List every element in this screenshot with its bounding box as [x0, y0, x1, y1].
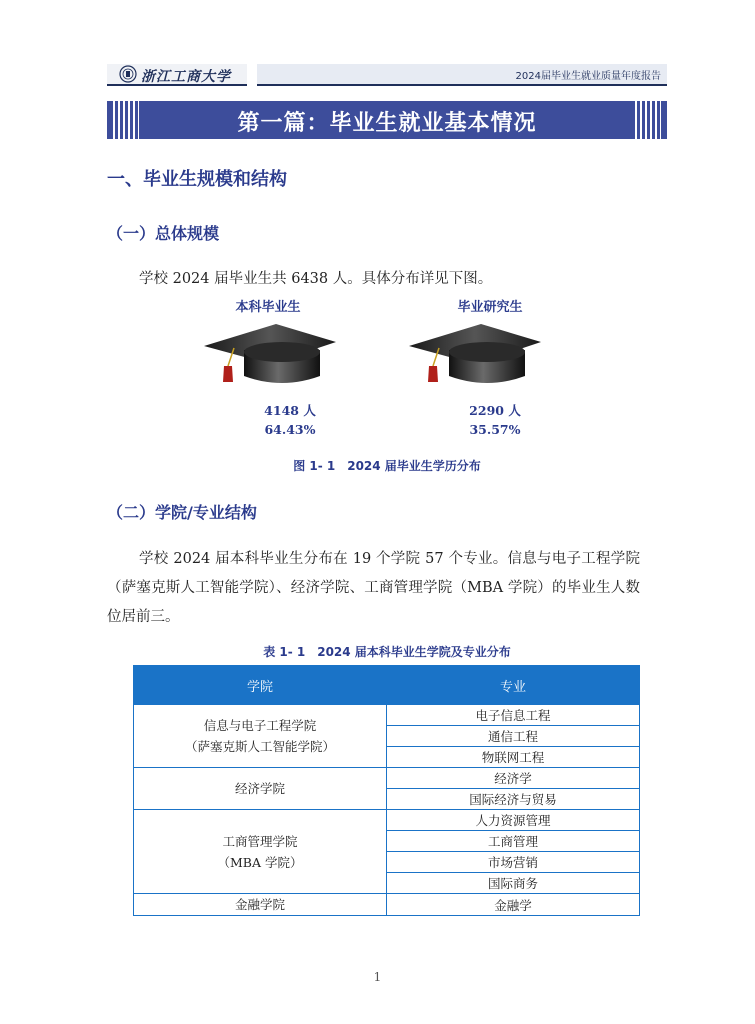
- postgrad-percent: 35.57%: [469, 422, 521, 437]
- college-subname: （萨塞克斯人工智能学院）: [184, 739, 335, 754]
- page-number: 1: [373, 970, 382, 984]
- undergrad-label: 本科毕业生: [235, 300, 301, 315]
- header-school-name: 浙江工商大学: [141, 69, 231, 85]
- table-row: [134, 768, 640, 789]
- table-row: [134, 705, 640, 726]
- major-cell: 市场营销: [387, 852, 640, 873]
- postgrad-count: 2290 人: [469, 403, 521, 418]
- banner-stripes-right: [635, 101, 661, 139]
- section-heading: 一、毕业生规模和结构: [107, 169, 287, 190]
- postgrad-cap-icon: [405, 318, 545, 390]
- scale-paragraph: 学校 2024 届毕业生共 6438 人。具体分布详见下图。: [139, 271, 493, 287]
- college-cell: [134, 705, 387, 768]
- school-logo-icon: [119, 65, 137, 83]
- table-caption: 表 1- 1 2024 届本科毕业生学院及专业分布: [263, 645, 511, 659]
- major-cell: 国际经济与贸易: [387, 789, 640, 810]
- college-name: 金融学院: [234, 897, 285, 912]
- postgrad-label: 毕业研究生: [457, 300, 523, 315]
- major-cell: 金融学: [387, 894, 640, 916]
- header-school-box: [107, 64, 247, 86]
- college-major-table: [133, 665, 640, 916]
- undergrad-cap-icon: [200, 318, 340, 390]
- major-cell: 电子信息工程: [387, 705, 640, 726]
- table-header-row: [134, 666, 640, 705]
- header-report-box: [257, 64, 667, 86]
- table-row: [134, 894, 640, 916]
- major-cell: 通信工程: [387, 726, 640, 747]
- major-cell: 人力资源管理: [387, 810, 640, 831]
- subsection-heading-scale: （一）总体规模: [107, 224, 220, 243]
- table-row: [134, 810, 640, 831]
- major-cell: 经济学: [387, 768, 640, 789]
- major-cell: 国际商务: [387, 873, 640, 894]
- structure-paragraph: 学校 2024 届本科毕业生分布在 19 个学院 57 个专业。信息与电子工程学院（萨塞克斯人工智能学院）、经济学院、工商管理学院（MBA 学院）的毕业生人数位居前三。: [107, 551, 640, 625]
- major-cell: 工商管理: [387, 831, 640, 852]
- subsection-heading-structure: （二）学院/专业结构: [107, 503, 257, 522]
- college-subname: （MBA 学院）: [217, 854, 303, 870]
- major-cell: 物联网工程: [387, 747, 640, 768]
- undergrad-count: 4148 人: [264, 403, 316, 418]
- college-name: 工商管理学院: [222, 833, 298, 849]
- college-cell: [134, 768, 387, 810]
- college-cell: [134, 810, 387, 894]
- header-report-title: 2024届毕业生就业质量年度报告: [515, 71, 661, 82]
- header-major: 专业: [387, 666, 640, 705]
- college-name: 经济学院: [234, 781, 285, 796]
- college-cell: [134, 894, 387, 916]
- page-header: [107, 64, 667, 86]
- part-banner: [107, 101, 667, 139]
- undergrad-percent: 64.43%: [264, 422, 316, 437]
- figure-caption: 图 1- 1 2024 届毕业生学历分布: [293, 459, 481, 473]
- banner-title: 第一篇：毕业生就业基本情况: [237, 111, 537, 136]
- header-college: 学院: [134, 666, 387, 705]
- college-name: 信息与电子工程学院: [203, 718, 317, 733]
